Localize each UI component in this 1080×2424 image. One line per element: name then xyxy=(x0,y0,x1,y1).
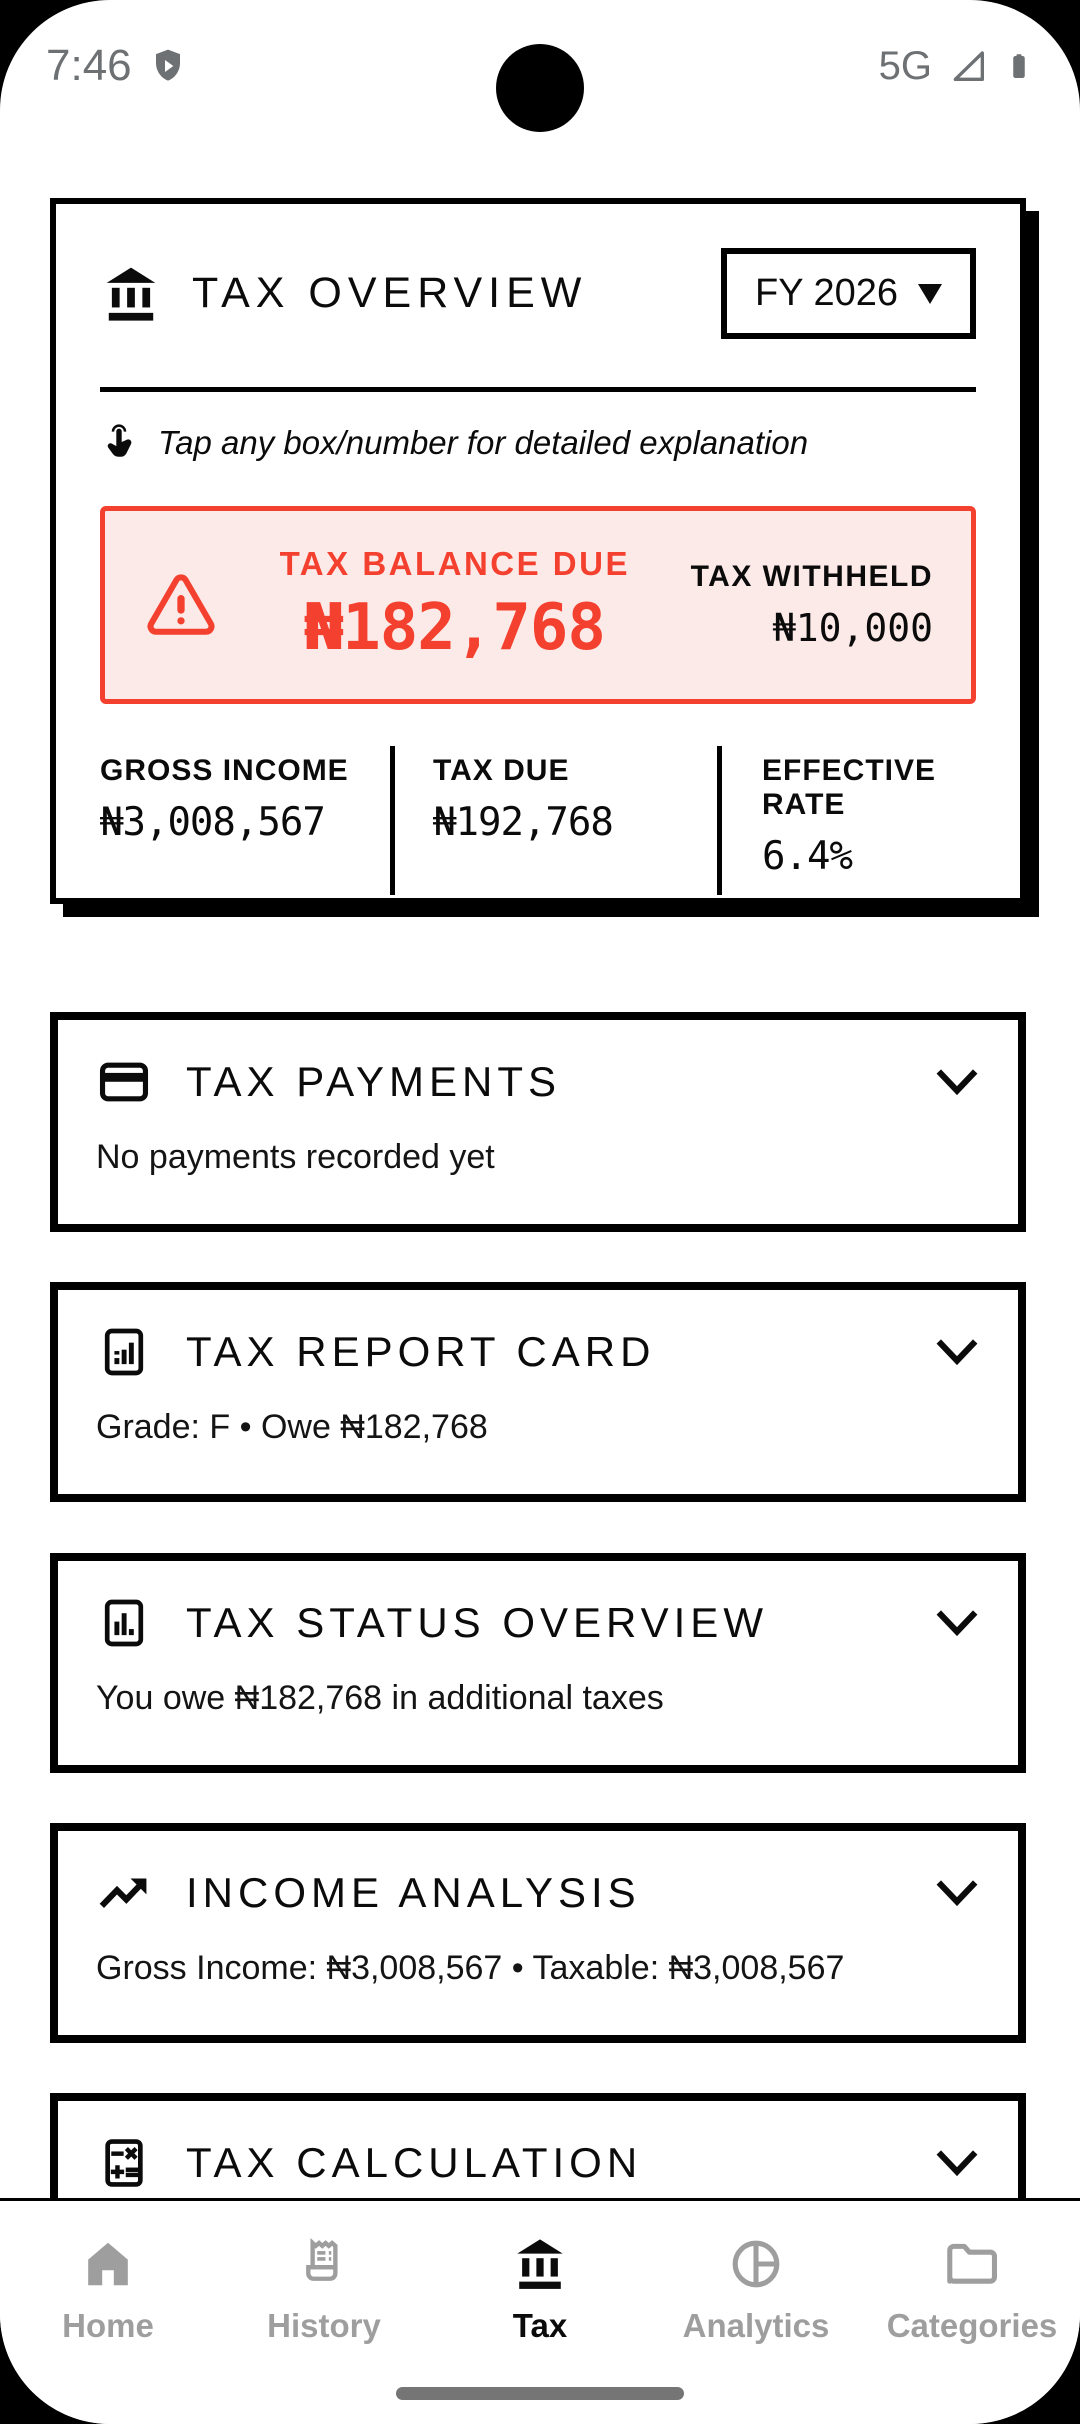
header-divider xyxy=(100,387,976,392)
stat-value: ₦3,008,567 xyxy=(100,800,325,845)
tax-balance-due-box[interactable] xyxy=(100,506,976,704)
chevron-down-icon[interactable] xyxy=(934,1879,980,1907)
stat-label: TAX DUE xyxy=(433,754,570,787)
balance-due-value: ₦182,768 xyxy=(304,591,605,665)
section-title: TAX CALCULATION xyxy=(186,2139,643,2186)
stat-tax-due[interactable] xyxy=(395,746,717,895)
tax-overview-header xyxy=(100,248,976,339)
section-subtitle: Gross Income: ₦3,008,567 • Taxable: ₦3,008,567 xyxy=(96,1949,845,1987)
nav-label: Analytics xyxy=(682,2307,830,2344)
bottom-nav xyxy=(0,2198,1080,2424)
section-title: INCOME ANALYSIS xyxy=(186,1869,641,1916)
chevron-down-icon[interactable] xyxy=(934,1338,980,1366)
section-tax-payments[interactable] xyxy=(50,1012,1026,1232)
section-subtitle: No payments recorded yet xyxy=(96,1138,495,1176)
report-card-icon xyxy=(96,1324,152,1380)
chevron-down-icon[interactable] xyxy=(934,1068,980,1096)
nav-label: History xyxy=(267,2307,381,2344)
overview-stats-row xyxy=(100,746,976,895)
section-tax-status-overview[interactable] xyxy=(50,1553,1026,1773)
tax-withheld-block[interactable] xyxy=(691,560,933,650)
home-icon xyxy=(79,2235,137,2293)
section-tax-report-card[interactable] xyxy=(50,1282,1026,1502)
tap-hint xyxy=(100,424,976,462)
shield-play-icon xyxy=(148,46,188,86)
stat-gross-income[interactable] xyxy=(100,746,390,895)
trending-up-icon xyxy=(96,1865,152,1921)
warning-triangle-icon xyxy=(143,567,219,643)
history-receipt-icon xyxy=(295,2235,353,2293)
status-time: 7:46 xyxy=(46,41,132,90)
battery-icon xyxy=(1004,42,1034,90)
section-title: TAX PAYMENTS xyxy=(186,1058,562,1105)
chevron-down-icon[interactable] xyxy=(934,2149,980,2177)
stat-label: GROSS INCOME xyxy=(100,754,349,787)
folder-icon xyxy=(943,2235,1001,2293)
dropdown-arrow-icon xyxy=(918,284,942,304)
signal-icon xyxy=(948,46,988,86)
tax-withheld-value: ₦10,000 xyxy=(772,606,933,650)
gesture-handle[interactable] xyxy=(396,2387,684,2400)
bank-icon xyxy=(100,263,162,325)
bank-icon xyxy=(511,2235,569,2293)
fiscal-year-label: FY 2026 xyxy=(755,272,898,314)
chevron-down-icon[interactable] xyxy=(934,1609,980,1637)
calculator-icon xyxy=(96,2135,152,2191)
network-type: 5G xyxy=(878,43,932,88)
section-subtitle: You owe ₦182,768 in additional taxes xyxy=(96,1679,664,1717)
credit-card-icon xyxy=(96,1054,152,1110)
nav-item-history[interactable] xyxy=(216,2235,432,2345)
bar-chart-icon xyxy=(96,1595,152,1651)
stat-value: 6.4% xyxy=(762,834,852,879)
section-subtitle: Grade: F • Owe ₦182,768 xyxy=(96,1408,488,1446)
pie-chart-icon xyxy=(727,2235,785,2293)
nav-label: Home xyxy=(62,2307,154,2344)
balance-due-label: TAX BALANCE DUE xyxy=(279,545,630,582)
tap-finger-icon xyxy=(100,424,138,462)
nav-item-home[interactable] xyxy=(0,2235,216,2345)
nav-item-tax[interactable] xyxy=(432,2235,648,2345)
nav-item-analytics[interactable] xyxy=(648,2235,864,2345)
page-title: TAX OVERVIEW xyxy=(192,269,588,317)
tap-hint-text: Tap any box/number for detailed explanation xyxy=(158,424,809,461)
stat-label: EFFECTIVE RATE xyxy=(762,754,937,821)
nav-item-categories[interactable] xyxy=(864,2235,1080,2345)
section-title: TAX STATUS OVERVIEW xyxy=(186,1599,768,1646)
tax-withheld-label: TAX WITHHELD xyxy=(690,560,933,593)
stat-value: ₦192,768 xyxy=(433,800,613,845)
stat-effective-rate[interactable] xyxy=(722,746,976,895)
nav-label: Tax xyxy=(512,2307,568,2344)
tax-overview-card xyxy=(50,198,1026,904)
camera-cutout xyxy=(496,44,584,132)
section-income-analysis[interactable] xyxy=(50,1823,1026,2043)
section-title: TAX REPORT CARD xyxy=(186,1328,656,1375)
nav-label: Categories xyxy=(886,2307,1058,2344)
fiscal-year-dropdown[interactable] xyxy=(721,248,976,339)
